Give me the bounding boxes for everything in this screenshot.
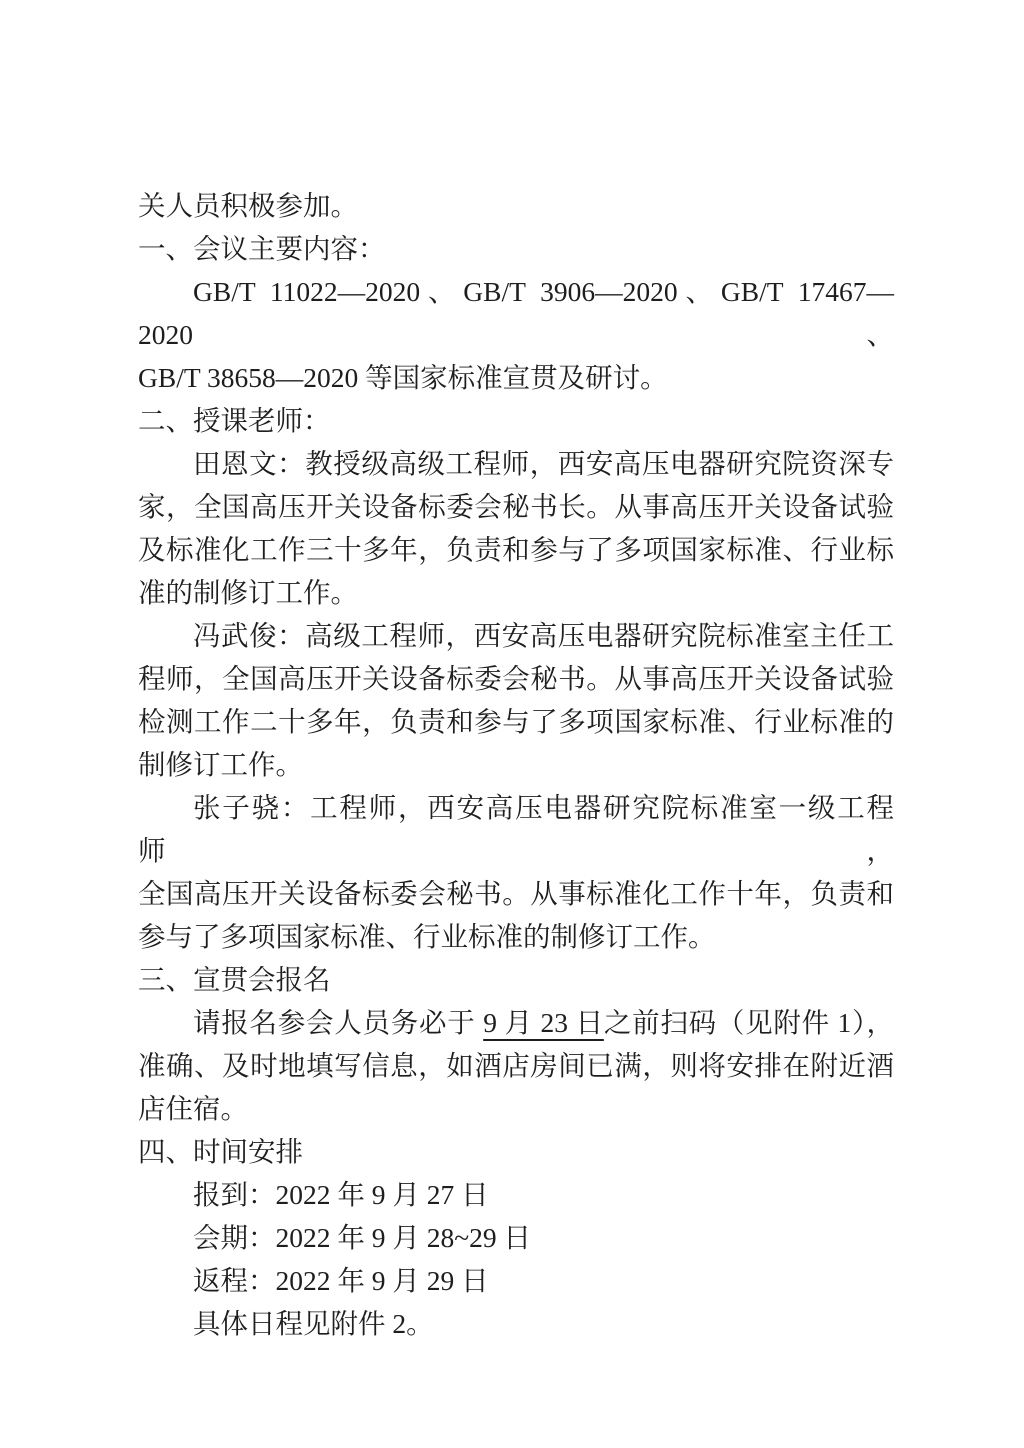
text-segment: 准的制修订工作。 <box>138 577 358 608</box>
document-line <box>138 1259 894 1302</box>
text-segment: 参与了多项国家标准、行业标准的制修订工作。 <box>138 921 716 952</box>
document-line <box>138 442 894 485</box>
document-line <box>138 1001 894 1044</box>
document-line <box>138 399 894 442</box>
text-segment: 及标准化工作三十多年，负责和参与了多项国家标准、行业标 <box>138 534 894 565</box>
text-segment: 全国高压开关设备标委会秘书。从事标准化工作十年，负责和 <box>138 878 894 909</box>
document-line <box>138 1044 894 1087</box>
document-line <box>138 227 894 270</box>
document-line <box>138 614 894 657</box>
document-line <box>138 1216 894 1259</box>
text-segment: 之前扫码（见附件 1）， <box>603 1007 895 1038</box>
text-segment: 二、授课老师： <box>138 405 331 436</box>
text-segment: 请报名参会人员务必于 <box>193 1007 484 1038</box>
document-line <box>138 1302 894 1345</box>
document-line <box>138 184 894 227</box>
text-segment: 一、会议主要内容： <box>138 233 386 264</box>
text-segment: 准确、及时地填写信息，如酒店房间已满，则将安排在附近酒 <box>138 1050 894 1081</box>
document-line <box>138 270 894 356</box>
document-line <box>138 743 894 786</box>
text-segment: 具体日程见附件 2。 <box>193 1308 434 1339</box>
text-segment: 程师，全国高压开关设备标委会秘书。从事高压开关设备试验 <box>138 663 894 694</box>
document-line <box>138 958 894 1001</box>
text-segment: GB/T 11022—2020、GB/T 3906—2020、GB/T 17467—2020、 <box>138 276 894 350</box>
document-line <box>138 915 894 958</box>
text-segment: 检测工作二十多年，负责和参与了多项国家标准、行业标准的 <box>138 706 894 737</box>
document-body <box>138 184 894 1345</box>
text-segment: 返程：2022 年 9 月 29 日 <box>193 1265 489 1296</box>
document-line <box>138 1173 894 1216</box>
text-segment: 制修订工作。 <box>138 749 303 780</box>
text-segment: GB/T 38658—2020 等国家标准宣贯及研讨。 <box>138 362 668 393</box>
text-segment: 店住宿。 <box>138 1093 248 1124</box>
document-line <box>138 1087 894 1130</box>
document-line <box>138 1130 894 1173</box>
document-line <box>138 786 894 872</box>
text-segment: 冯武俊：高级工程师，西安高压电器研究院标准室主任工 <box>193 620 894 651</box>
text-segment: 报到：2022 年 9 月 27 日 <box>193 1179 489 1210</box>
text-segment: 三、宣贯会报名 <box>138 964 331 995</box>
text-segment: 关人员积极参加。 <box>138 190 358 221</box>
document-line <box>138 528 894 571</box>
text-segment: 会期：2022 年 9 月 28~29 日 <box>193 1222 532 1253</box>
document-line <box>138 356 894 399</box>
text-segment: 田恩文：教授级高级工程师，西安高压电器研究院资深专 <box>193 448 894 479</box>
text-segment: 四、时间安排 <box>138 1136 303 1167</box>
underlined-date: 9 月 23 日 <box>483 1007 604 1038</box>
document-line <box>138 485 894 528</box>
document-line <box>138 700 894 743</box>
text-segment: 家，全国高压开关设备标委会秘书长。从事高压开关设备试验 <box>138 491 894 522</box>
document-line <box>138 571 894 614</box>
text-segment: 张子骁：工程师，西安高压电器研究院标准室一级工程师， <box>138 792 894 866</box>
document-line <box>138 657 894 700</box>
document-line <box>138 872 894 915</box>
